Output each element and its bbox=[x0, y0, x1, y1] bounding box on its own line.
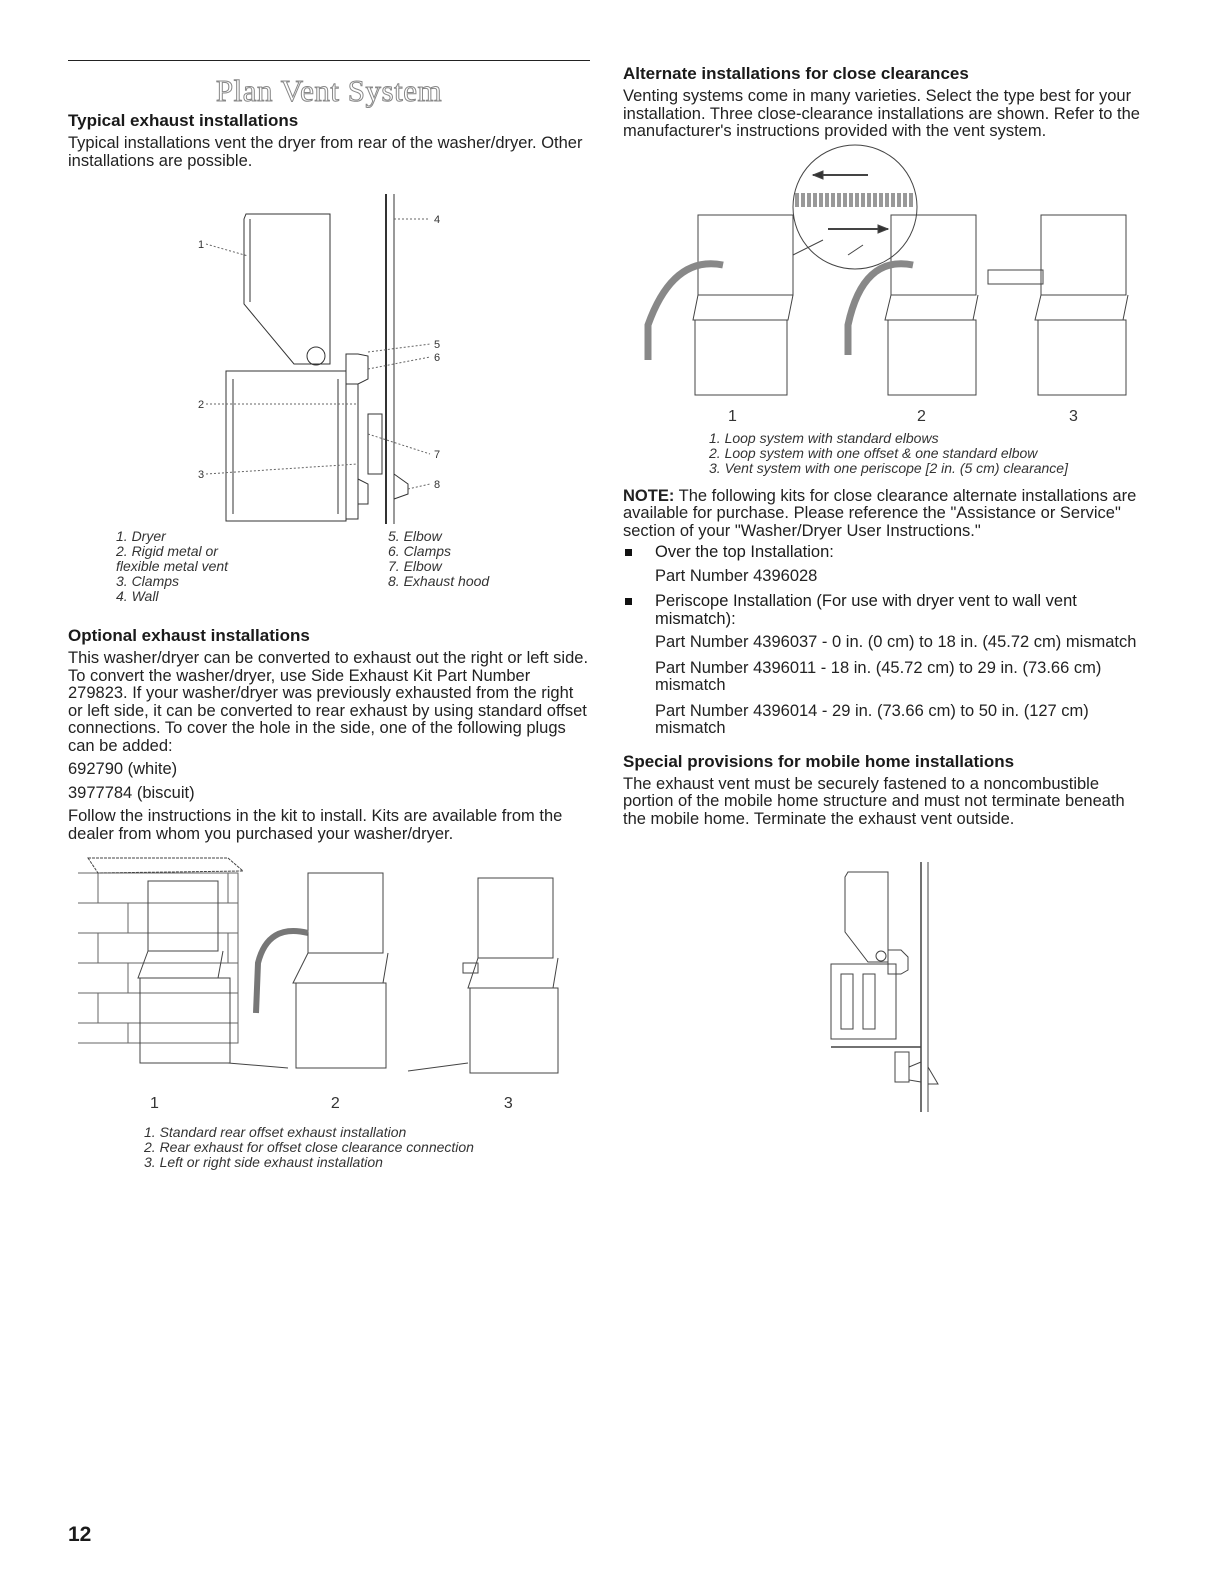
alternate-installations-diagram bbox=[623, 145, 1145, 425]
optional-body: This washer/dryer can be converted to exhaust out the right or left side. To convert the washer/dryer, use Side Exhaust Kit Part Number 279823. If your washer/dryer was previously exhausted from the right or left side, it can be converted to rear exhaust by using standard offset connections. To cover the hole in the side, one of the following plugs can be added: bbox=[68, 649, 589, 755]
legend-item: 3. Clamps bbox=[116, 573, 180, 589]
mobile-heading: Special provisions for mobile home installations bbox=[623, 751, 1015, 771]
legend-item: 8. Exhaust hood bbox=[388, 573, 490, 589]
optional-captions bbox=[144, 1125, 590, 1170]
part-number: Part Number 4396014 - 29 in. (73.66 cm) to 50 in. (127 cm) mismatch bbox=[655, 701, 1089, 737]
alternate-heading: Alternate installations for close clearances bbox=[623, 64, 969, 83]
caption: 3. Vent system with one periscope [2 in. (5 cm) clearance] bbox=[709, 459, 1068, 476]
caption: 1. Standard rear offset exhaust installation bbox=[144, 1124, 407, 1140]
typical-body: Typical installations vent the dryer from rear of the washer/dryer. Other installations are possible. bbox=[68, 134, 583, 170]
callout-8: 8 bbox=[434, 479, 441, 491]
left-column bbox=[68, 60, 590, 1170]
optional-follow: Follow the instructions in the kit to install. Kits are available from the dealer from whom you purchased your washer/dryer. bbox=[68, 807, 563, 843]
kit-list bbox=[623, 544, 1145, 562]
fig-number: 1 bbox=[728, 407, 737, 425]
legend-item: 7. Elbow bbox=[388, 558, 442, 574]
callout-4: 4 bbox=[434, 214, 441, 226]
alternate-body: Venting systems come in many varieties. Select the type best for your installation. Three close-clearance installations are shown. Refer to the manufacturer's instructions provided with the vent system. bbox=[623, 87, 1140, 140]
callout-6: 6 bbox=[434, 352, 441, 364]
typical-legend bbox=[116, 529, 590, 604]
callout-3: 3 bbox=[198, 469, 205, 481]
typical-heading: Typical exhaust installations bbox=[68, 111, 299, 130]
list-item: Periscope Installation (For use with dryer vent to wall vent mismatch): bbox=[623, 593, 1145, 628]
section-title: Plan Vent System bbox=[215, 73, 443, 108]
legend-item: flexible metal vent bbox=[116, 558, 229, 574]
legend-item: 5. Elbow bbox=[388, 528, 442, 544]
right-column bbox=[623, 60, 1145, 1122]
plug-biscuit: 3977784 (biscuit) bbox=[68, 783, 195, 802]
note-paragraph bbox=[623, 488, 1145, 541]
note-text: The following kits for close clearance alternate installations are available for purchase. Please reference the "Assistance or Service" section of your "Washer/Dryer User Instructions." bbox=[623, 486, 1137, 540]
callout-7: 7 bbox=[434, 449, 441, 461]
optional-exhaust-diagram bbox=[68, 853, 590, 1093]
caption: 1. Loop system with standard elbows bbox=[709, 429, 939, 446]
callout-1: 1 bbox=[198, 239, 205, 251]
mobile-body: The exhaust vent must be securely fastened to a noncombustible portion of the mobile home structure and must not terminate beneath the mobile home. Terminate the exhaust vent outside. bbox=[623, 774, 1125, 828]
note-label: NOTE: bbox=[623, 486, 675, 505]
list-item: Over the top Installation: bbox=[623, 544, 1145, 562]
callout-2: 2 bbox=[198, 399, 205, 411]
part-number: Part Number 4396011 - 18 in. (45.72 cm) to 29 in. (73.66 cm) mismatch bbox=[655, 658, 1102, 694]
mobile-home-diagram bbox=[623, 852, 1145, 1122]
plug-white: 692790 (white) bbox=[68, 760, 178, 778]
part-number: Part Number 4396037 - 0 in. (0 cm) to 18 in. (45.72 cm) mismatch bbox=[655, 633, 1137, 651]
fig-number: 3 bbox=[503, 1095, 513, 1112]
section-rule bbox=[68, 60, 590, 61]
fig-number: 2 bbox=[330, 1095, 340, 1112]
caption: 3. Left or right side exhaust installation bbox=[144, 1154, 383, 1170]
optional-heading: Optional exhaust installations bbox=[68, 626, 310, 645]
typical-installation-diagram bbox=[68, 174, 590, 529]
fig-number: 1 bbox=[150, 1095, 159, 1112]
legend-item: 2. Rigid metal or bbox=[116, 543, 218, 559]
bullet-icon bbox=[625, 598, 632, 605]
bullet-icon bbox=[625, 549, 632, 556]
optional-figure-numbers bbox=[68, 1095, 590, 1113]
legend-item: 1. Dryer bbox=[116, 528, 166, 544]
caption: 2. Rear exhaust for offset close clearance connection bbox=[144, 1139, 474, 1155]
legend-item: 6. Clamps bbox=[388, 543, 452, 559]
fig-number: 2 bbox=[917, 407, 926, 425]
page-number: 12 bbox=[68, 1523, 92, 1546]
callout-5: 5 bbox=[434, 339, 441, 351]
legend-item: 4. Wall bbox=[116, 588, 159, 604]
alternate-captions bbox=[709, 431, 1145, 476]
part-number: Part Number 4396028 bbox=[655, 566, 818, 585]
kit-list bbox=[623, 593, 1145, 628]
caption: 2. Loop system with one offset & one standard elbow bbox=[709, 444, 1038, 461]
fig-number: 3 bbox=[1069, 407, 1078, 425]
